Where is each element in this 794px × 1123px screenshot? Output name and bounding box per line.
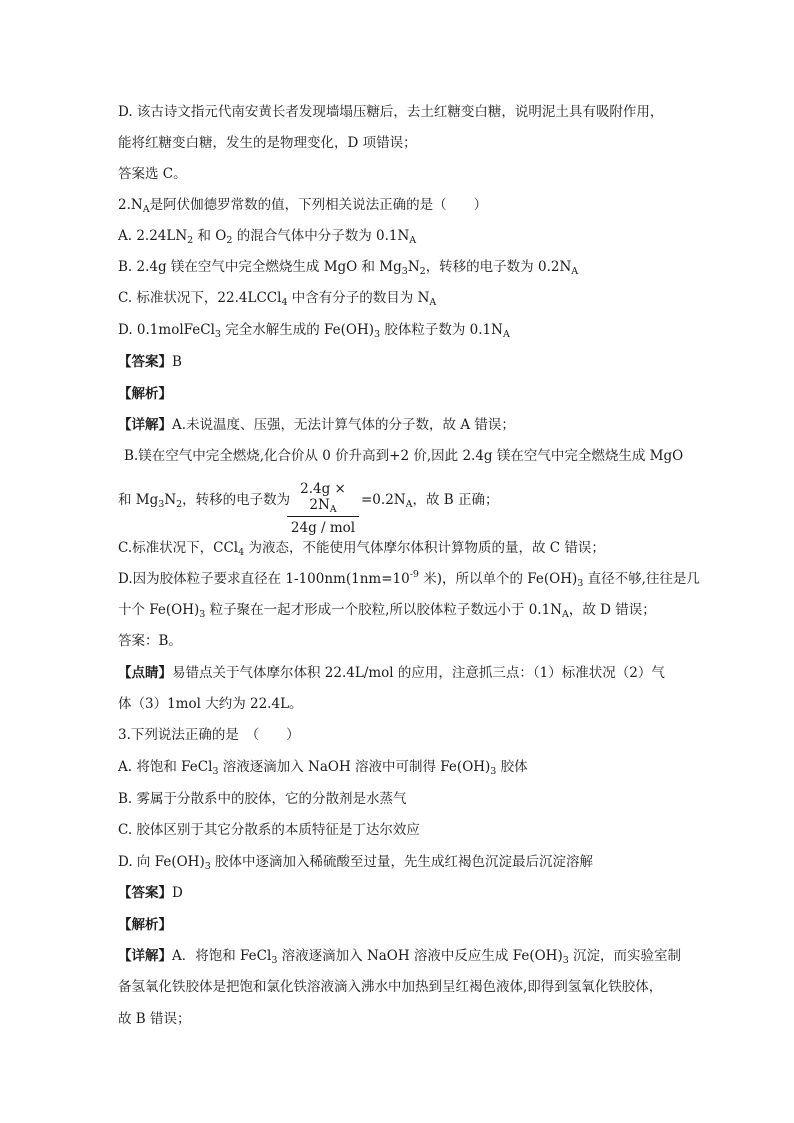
q3-option-c: C. 胶体区别于其它分散系的本质特征是丁达尔效应 xyxy=(118,822,420,838)
q2-dc-p0: C.标准状况下，CCl xyxy=(118,540,239,556)
q2-tip-line2: 体（3）1mol 大约为 22.4L。 xyxy=(118,696,303,712)
q2-dd2-s3: A xyxy=(562,609,569,620)
q3-d1-p2: 溶液逐滴加入 NaOH 溶液中反应生成 Fe(OH) xyxy=(277,948,563,964)
q2-a-s5: A xyxy=(409,235,417,246)
q3-option-d xyxy=(118,852,593,872)
q2-dd1-s1: -9 xyxy=(409,569,419,580)
q2-a-p0: A. 2.24LN xyxy=(118,228,188,244)
q2-b-s3: 2 xyxy=(419,266,426,277)
q2-detail-b-line1: B.镁在空气中完全燃烧,化合价从 0 价升高到+2 价,因此 2.4g 镁在空气中完全燃烧生成 MgO xyxy=(124,448,684,464)
frac-num-p0: 2.4g × 2N xyxy=(300,481,346,513)
q2-a-p2: 和 O xyxy=(193,228,227,244)
electron-fraction xyxy=(287,481,359,536)
q3-analysis-tag: 【解析】 xyxy=(118,917,172,933)
q2-stem xyxy=(118,195,487,215)
q2-detail-b-result xyxy=(361,490,498,510)
q2-c-p2: 中含有分子的数目为 N xyxy=(287,290,430,306)
q2-option-c xyxy=(118,288,436,308)
fraction-denominator: 24g / mol xyxy=(290,520,356,536)
q3-a-p0: A. 将饱和 FeCl xyxy=(118,759,213,775)
q2-b2-s3: 2 xyxy=(176,499,183,510)
q2-b2-s1: 3 xyxy=(158,499,165,510)
q3-a-p4: 胶体 xyxy=(496,759,528,775)
q3-answer-tag: 【答案】 xyxy=(118,885,172,901)
q2-dd1-p0: D.因为胶体粒子要求直径在 1-100nm(1nm=10 xyxy=(118,571,410,587)
q2-a-p4: 的混合气体中分子数为 0.1N xyxy=(232,228,410,244)
q2-dc-p2: 为液态，不能使用气体摩尔体积计算物质的量，故 C 错误； xyxy=(244,540,605,556)
prev-option-d-line1: D. 该古诗文指元代南安黄长者发现墙塌压糖后，去土红糖变白糖，说明泥土具有吸附作用， xyxy=(118,104,664,120)
q2-dd1-s3: 3 xyxy=(577,578,584,589)
q3-d-s1: 3 xyxy=(204,861,211,872)
q3-answer-value: D xyxy=(172,885,183,901)
q2-detail-d-line2 xyxy=(118,600,656,620)
q2-stem-sub: A xyxy=(142,204,150,215)
q2-detail-a xyxy=(118,415,515,435)
q3-detail-line2: 备氢氧化铁胶体是把饱和氯化铁溶液滴入沸水中加热到呈红褐色液体,即得到氢氧化铁胶体， xyxy=(118,979,663,995)
q2-dd1-p4: 直径不够,往往是几 xyxy=(583,571,700,587)
q3-d1-p4: 沉淀，而实验室制 xyxy=(568,948,682,964)
q2-c-p0: C. 标准状况下，22.4LCCl xyxy=(118,290,282,306)
q3-d1-s3: 3 xyxy=(562,955,569,966)
q2-answer-value: B xyxy=(172,354,182,370)
q2-tip-line1 xyxy=(118,663,665,683)
q3-d1-s1: 3 xyxy=(271,955,278,966)
q2-dc-s1: 4 xyxy=(238,547,245,558)
q3-detail-line1 xyxy=(118,946,681,966)
q3-d-p0: D. 向 Fe(OH) xyxy=(118,854,205,870)
q2-dd1-p2: 米)，所以单个的 Fe(OH) xyxy=(418,571,578,587)
q3-d-p2: 胶体中逐滴加入稀硫酸至过量，先生成红褐色沉淀最后沉淀溶解 xyxy=(210,854,594,870)
q2-dd2-p4: ，故 D 错误； xyxy=(568,602,656,618)
q3-a-s1: 3 xyxy=(212,766,219,777)
q2-answer xyxy=(118,352,182,372)
q2-detail-tag: 【详解】 xyxy=(118,417,172,433)
q2-b2-p2: N xyxy=(164,492,177,508)
q2-b3-p0: =0.2N xyxy=(361,492,406,508)
q2-analysis-tag: 【解析】 xyxy=(118,386,172,402)
q2-b-s1: 3 xyxy=(401,266,408,277)
q2-detail-a-text: A.未说温度、压强，无法计算气体的分子数，故 A 错误； xyxy=(172,417,515,433)
q2-b-p0: B. 2.4g 镁在空气中完全燃烧生成 MgO 和 Mg xyxy=(118,259,402,275)
fraction-numerator xyxy=(287,481,359,517)
q2-a-s1: 2 xyxy=(187,235,194,246)
q2-option-b xyxy=(118,257,578,277)
q2-detail-d-line1 xyxy=(118,569,700,589)
q2-a-s3: 2 xyxy=(226,235,233,246)
q2-b2-p0: 和 Mg xyxy=(118,492,159,508)
q3-stem: 3.下列说法正确的是 （ ） xyxy=(118,727,300,743)
q2-c-s1: 4 xyxy=(281,297,288,308)
q2-answer-tag: 【答案】 xyxy=(118,354,172,370)
q2-stem-text: 是阿伏伽德罗常数的值，下列相关说法正确的是（ ） xyxy=(149,197,488,213)
q2-d-p4: 胶体粒子数为 0.1N xyxy=(380,322,503,338)
frac-num-s1: A xyxy=(329,504,337,515)
q2-b-s5: A xyxy=(571,266,579,277)
q2-stem-prefix: 2.N xyxy=(118,197,143,213)
q3-d1-p0: A．将饱和 FeCl xyxy=(172,948,272,964)
q2-b3-s1: A xyxy=(405,499,413,510)
q2-option-a xyxy=(118,226,416,246)
q2-detail-b-line2 xyxy=(118,490,290,510)
q2-dd2-p2: 粒子聚在一起才形成一个胶粒,所以胶体粒子数远小于 0.1N xyxy=(205,602,562,618)
q2-dd2-s1: 3 xyxy=(199,609,206,620)
q3-option-b: B. 雾属于分散系中的胶体，它的分散剂是水蒸气 xyxy=(118,791,407,807)
prev-answer: 答案选 C。 xyxy=(118,166,187,182)
q3-detail-line3: 故 B 错误； xyxy=(118,1011,191,1027)
q2-d-p0: D. 0.1molFeCl xyxy=(118,322,215,338)
q3-answer xyxy=(118,883,183,903)
q3-a-p2: 溶液逐滴加入 NaOH 溶液中可制得 Fe(OH) xyxy=(218,759,491,775)
q2-d-p2: 完全水解生成的 Fe(OH) xyxy=(220,322,375,338)
q2-dd2-p0: 十个 Fe(OH) xyxy=(118,602,200,618)
q2-final-answer: 答案：B。 xyxy=(118,633,182,649)
q2-b2-p4: ，转移的电子数为 xyxy=(182,492,291,508)
q2-detail-c xyxy=(118,538,605,558)
q3-a-s3: 3 xyxy=(490,766,497,777)
q2-b3-p2: ，故 B 正确； xyxy=(412,492,499,508)
q2-d-s1: 3 xyxy=(214,329,221,340)
prev-option-d-line2: 能将红糖变白糖，发生的是物理变化，D 项错误； xyxy=(118,135,417,151)
q3-detail-tag: 【详解】 xyxy=(118,948,172,964)
q2-c-s3: A xyxy=(429,297,437,308)
q2-d-s3: 3 xyxy=(374,329,381,340)
q2-d-s5: A xyxy=(502,329,510,340)
q2-option-d xyxy=(118,320,510,340)
q2-b-p4: ，转移的电子数为 0.2N xyxy=(425,259,572,275)
q2-tip-tag: 【点睛】 xyxy=(118,665,172,681)
q2-tip-text: 易错点关于气体摩尔体积 22.4L/mol 的应用，注意抓三点：（1）标准状况（2）气 xyxy=(172,665,665,681)
q3-option-a xyxy=(118,757,528,777)
q2-b-p2: N xyxy=(407,259,420,275)
